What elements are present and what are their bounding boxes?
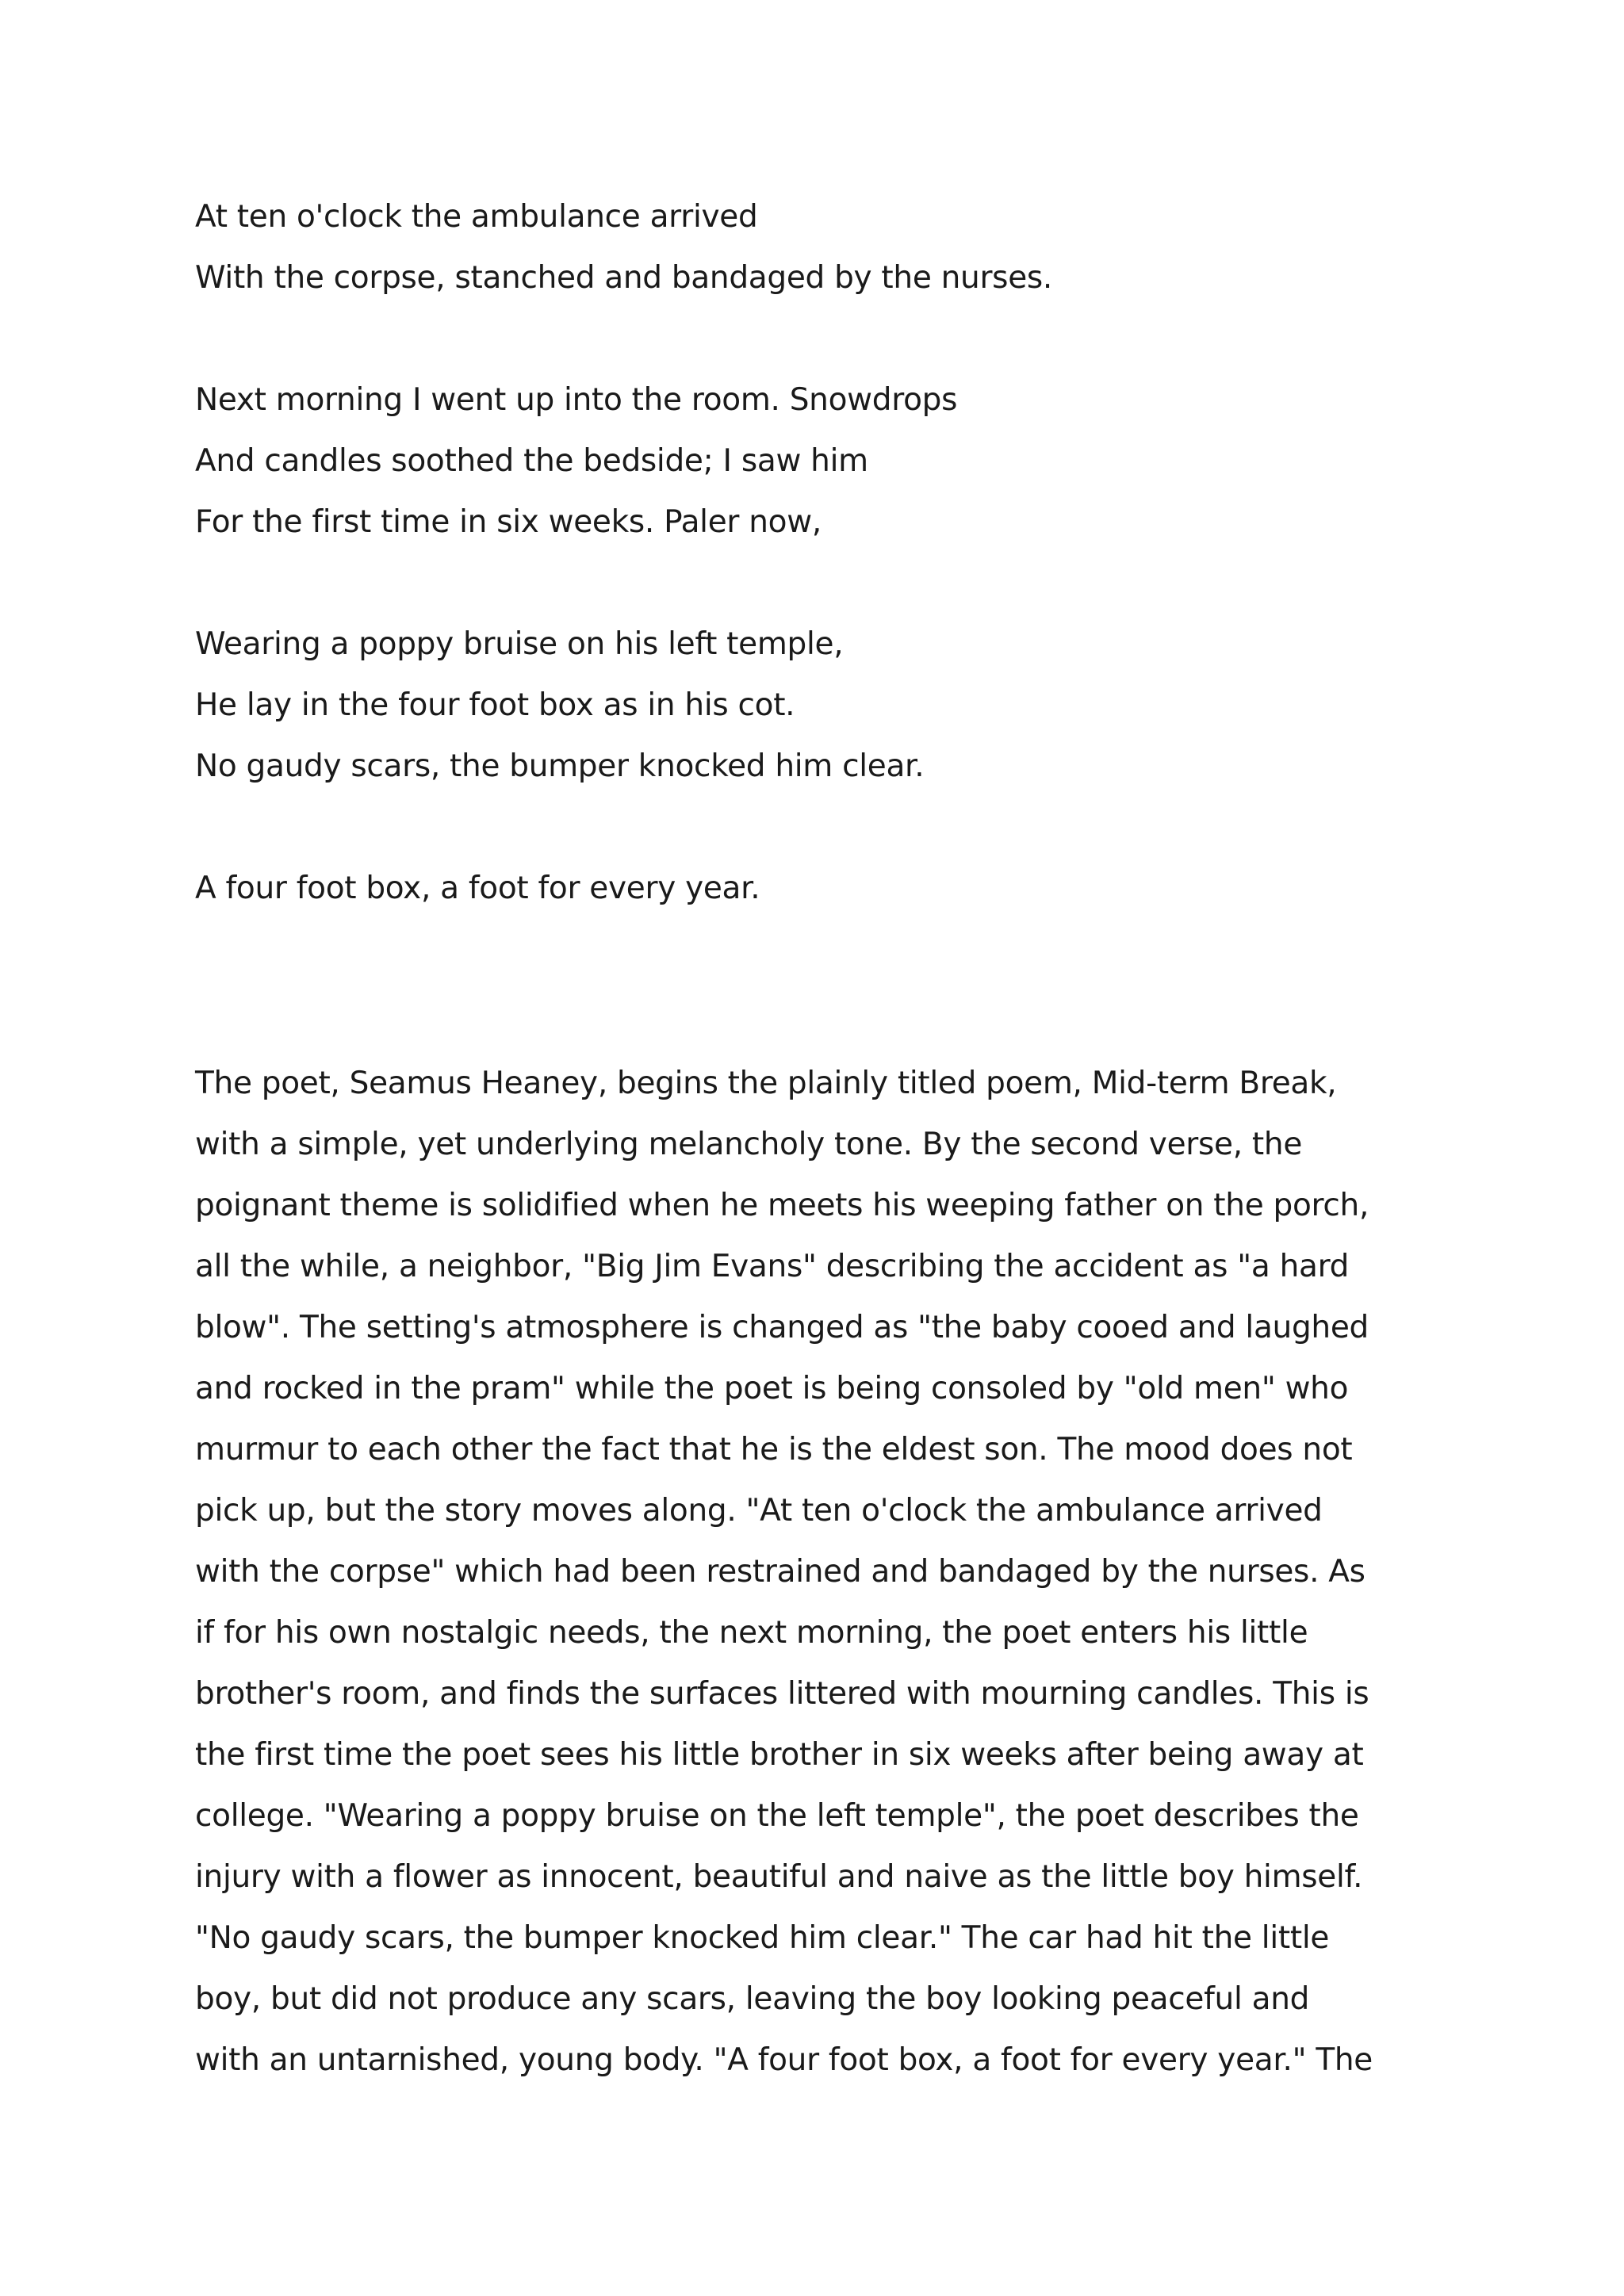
poem-line: At ten o'clock the ambulance arrived (195, 199, 758, 235)
essay-line: college. "Wearing a poppy bruise on the left temple", the poet describes the (195, 1798, 1359, 1834)
essay-line: blow". The setting's atmosphere is changed as "the baby cooed and laughed (195, 1310, 1369, 1345)
essay-line: all the while, a neighbor, "Big Jim Evans" describing the accident as "a hard (195, 1249, 1350, 1284)
poem-line: With the corpse, stanched and bandaged by the nurses. (195, 260, 1053, 296)
essay-line: murmur to each other the fact that he is the eldest son. The mood does not (195, 1432, 1353, 1468)
essay-line: boy, but did not produce any scars, leaving the boy looking peaceful and (195, 1981, 1310, 2017)
essay-line: and rocked in the pram" while the poet is being consoled by "old men" who (195, 1371, 1349, 1406)
essay-line: injury with a flower as innocent, beautiful and naive as the little boy himself. (195, 1859, 1363, 1895)
essay-line: The poet, Seamus Heaney, begins the plainly titled poem, Mid-term Break, (195, 1066, 1337, 1101)
essay-line: brother's room, and finds the surfaces littered with mourning candles. This is (195, 1676, 1369, 1712)
poem-line: For the first time in six weeks. Paler now, (195, 504, 822, 540)
essay-line: with an untarnished, young body. "A four foot box, a foot for every year." The (195, 2042, 1373, 2078)
poem-line: He lay in the four foot box as in his cot. (195, 687, 795, 723)
poem-line: A four foot box, a foot for every year. (195, 871, 760, 906)
essay-line: "No gaudy scars, the bumper knocked him clear." The car had hit the little (195, 1920, 1330, 1956)
poem-line: No gaudy scars, the bumper knocked him clear. (195, 748, 925, 784)
essay-line: with a simple, yet underlying melancholy tone. By the second verse, the (195, 1127, 1303, 1162)
essay-line: poignant theme is solidified when he meets his weeping father on the porch, (195, 1188, 1369, 1223)
essay-line: the first time the poet sees his little brother in six weeks after being away at (195, 1737, 1364, 1773)
poem-line: Next morning I went up into the room. Snowdrops (195, 382, 958, 418)
poem-line: And candles soothed the bedside; I saw him (195, 443, 868, 479)
essay-line: with the corpse" which had been restrained and bandaged by the nurses. As (195, 1554, 1365, 1590)
essay-line: pick up, but the story moves along. "At ten o'clock the ambulance arrived (195, 1493, 1323, 1529)
essay-line: if for his own nostalgic needs, the next morning, the poet enters his little (195, 1615, 1308, 1651)
poem-line: Wearing a poppy bruise on his left temple, (195, 626, 844, 662)
